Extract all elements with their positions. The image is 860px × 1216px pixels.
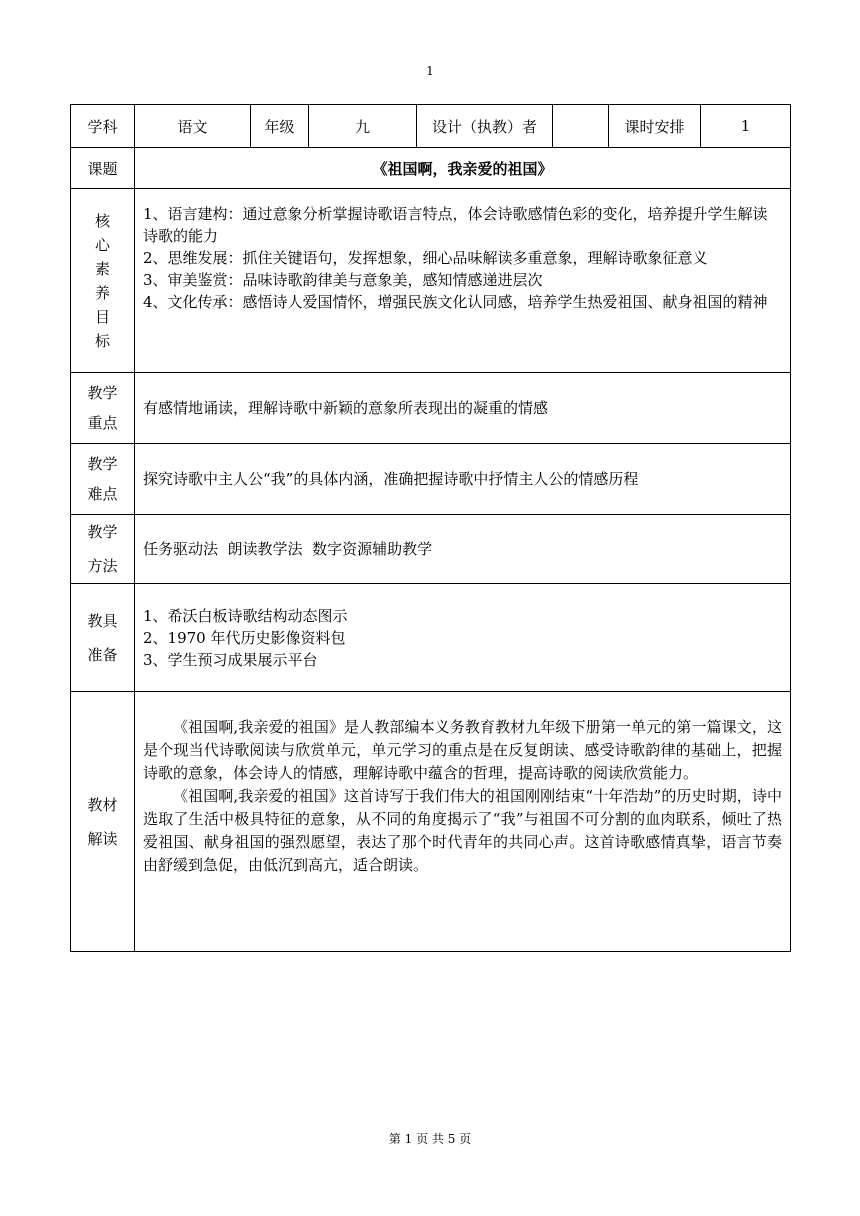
core-literacy-label [71, 189, 135, 373]
core-literacy-content [135, 189, 791, 373]
core-label-char: 养 [94, 283, 110, 302]
difficulties-label: 教学 难点 [71, 444, 135, 515]
material-content [135, 692, 791, 952]
tools-label: 教具 准备 [71, 584, 135, 692]
difficulties-content: 探究诗歌中主人公“我”的具体内涵，准确把握诗歌中抒情主人公的情感历程 [135, 444, 791, 515]
tools-item: 2、1970 年代历史影像资料包 [143, 628, 346, 647]
core-label-char: 标 [94, 331, 110, 350]
subject-value: 语文 [135, 105, 251, 148]
difficulties-row [71, 444, 791, 515]
header-row [71, 105, 791, 148]
core-label-char: 心 [94, 235, 110, 254]
schedule-value: 1 [701, 105, 791, 148]
schedule-label: 课时安排 [609, 105, 701, 148]
topic-label: 课题 [71, 148, 135, 189]
key-points-content: 有感情地诵读，理解诗歌中新颖的意象所表现出的凝重的情感 [135, 373, 791, 444]
core-literacy-item: 3、审美鉴赏：品味诗歌韵律美与意象美，感知情感递进层次 [143, 271, 543, 289]
methods-row [71, 515, 791, 584]
topic-row [71, 148, 791, 189]
designer-label: 设计（执教）者 [417, 105, 553, 148]
methods-label: 教学 方法 [71, 515, 135, 584]
material-paragraph: 《祖国啊,我亲爱的祖国》这首诗写于我们伟大的祖国刚刚结束“十年浩劫”的历史时期，诗中选取了生活中极具特征的意象，从不同的角度揭示了“我”与祖国不可分割的血肉联系，倾吐了热爱祖国、献身祖国的强烈愿望，表达了那个时代青年的共同心声。这首诗歌感情真挚，语言节奏由舒缓到急促，由低沉到高亢，适合朗读。 [143, 787, 782, 874]
core-label-char: 目 [94, 307, 110, 326]
tools-row [71, 584, 791, 692]
key-points-row [71, 373, 791, 444]
core-literacy-row [71, 189, 791, 373]
grade-value: 九 [309, 105, 417, 148]
page-number-top: 1 [426, 64, 434, 78]
core-literacy-item: 2、思维发展：抓住关键语句，发挥想象，细心品味解读多重意象，理解诗歌象征意义 [143, 249, 708, 267]
tools-item: 1、希沃白板诗歌结构动态图示 [143, 606, 348, 625]
material-label: 教材 解读 [71, 692, 135, 952]
topic-title: 《祖国啊，我亲爱的祖国》 [135, 148, 791, 189]
material-row [71, 692, 791, 952]
core-literacy-item: 1、语言建构：通过意象分析掌握诗歌语言特点，体会诗歌感情色彩的变化，培养提升学生解读诗歌的能力 [143, 205, 768, 245]
core-literacy-item: 4、文化传承：感悟诗人爱国情怀，增强民族文化认同感，培养学生热爱祖国、献身祖国的精神 [143, 293, 768, 311]
designer-value [553, 105, 609, 148]
methods-content: 任务驱动法 朗读教学法 数字资源辅助教学 [135, 515, 791, 584]
lesson-plan-table [70, 104, 791, 952]
tools-item: 3、学生预习成果展示平台 [143, 650, 318, 669]
page-footer: 第 1 页 共 5 页 [388, 1132, 472, 1146]
grade-label: 年级 [251, 105, 309, 148]
core-label-char: 素 [94, 259, 110, 278]
material-paragraph: 《祖国啊,我亲爱的祖国》是人教部编本义务教育教材九年级下册第一单元的第一篇课文，这是个现当代诗歌阅读与欣赏单元，单元学习的重点是在反复朗读、感受诗歌韵律的基础上，把握诗歌的意象，体会诗人的情感，理解诗歌中蕴含的哲理，提高诗歌的阅读欣赏能力。 [143, 718, 782, 782]
tools-content [135, 584, 791, 692]
subject-label: 学科 [71, 105, 135, 148]
key-points-label: 教学 重点 [71, 373, 135, 444]
core-label-char: 核 [94, 211, 110, 230]
